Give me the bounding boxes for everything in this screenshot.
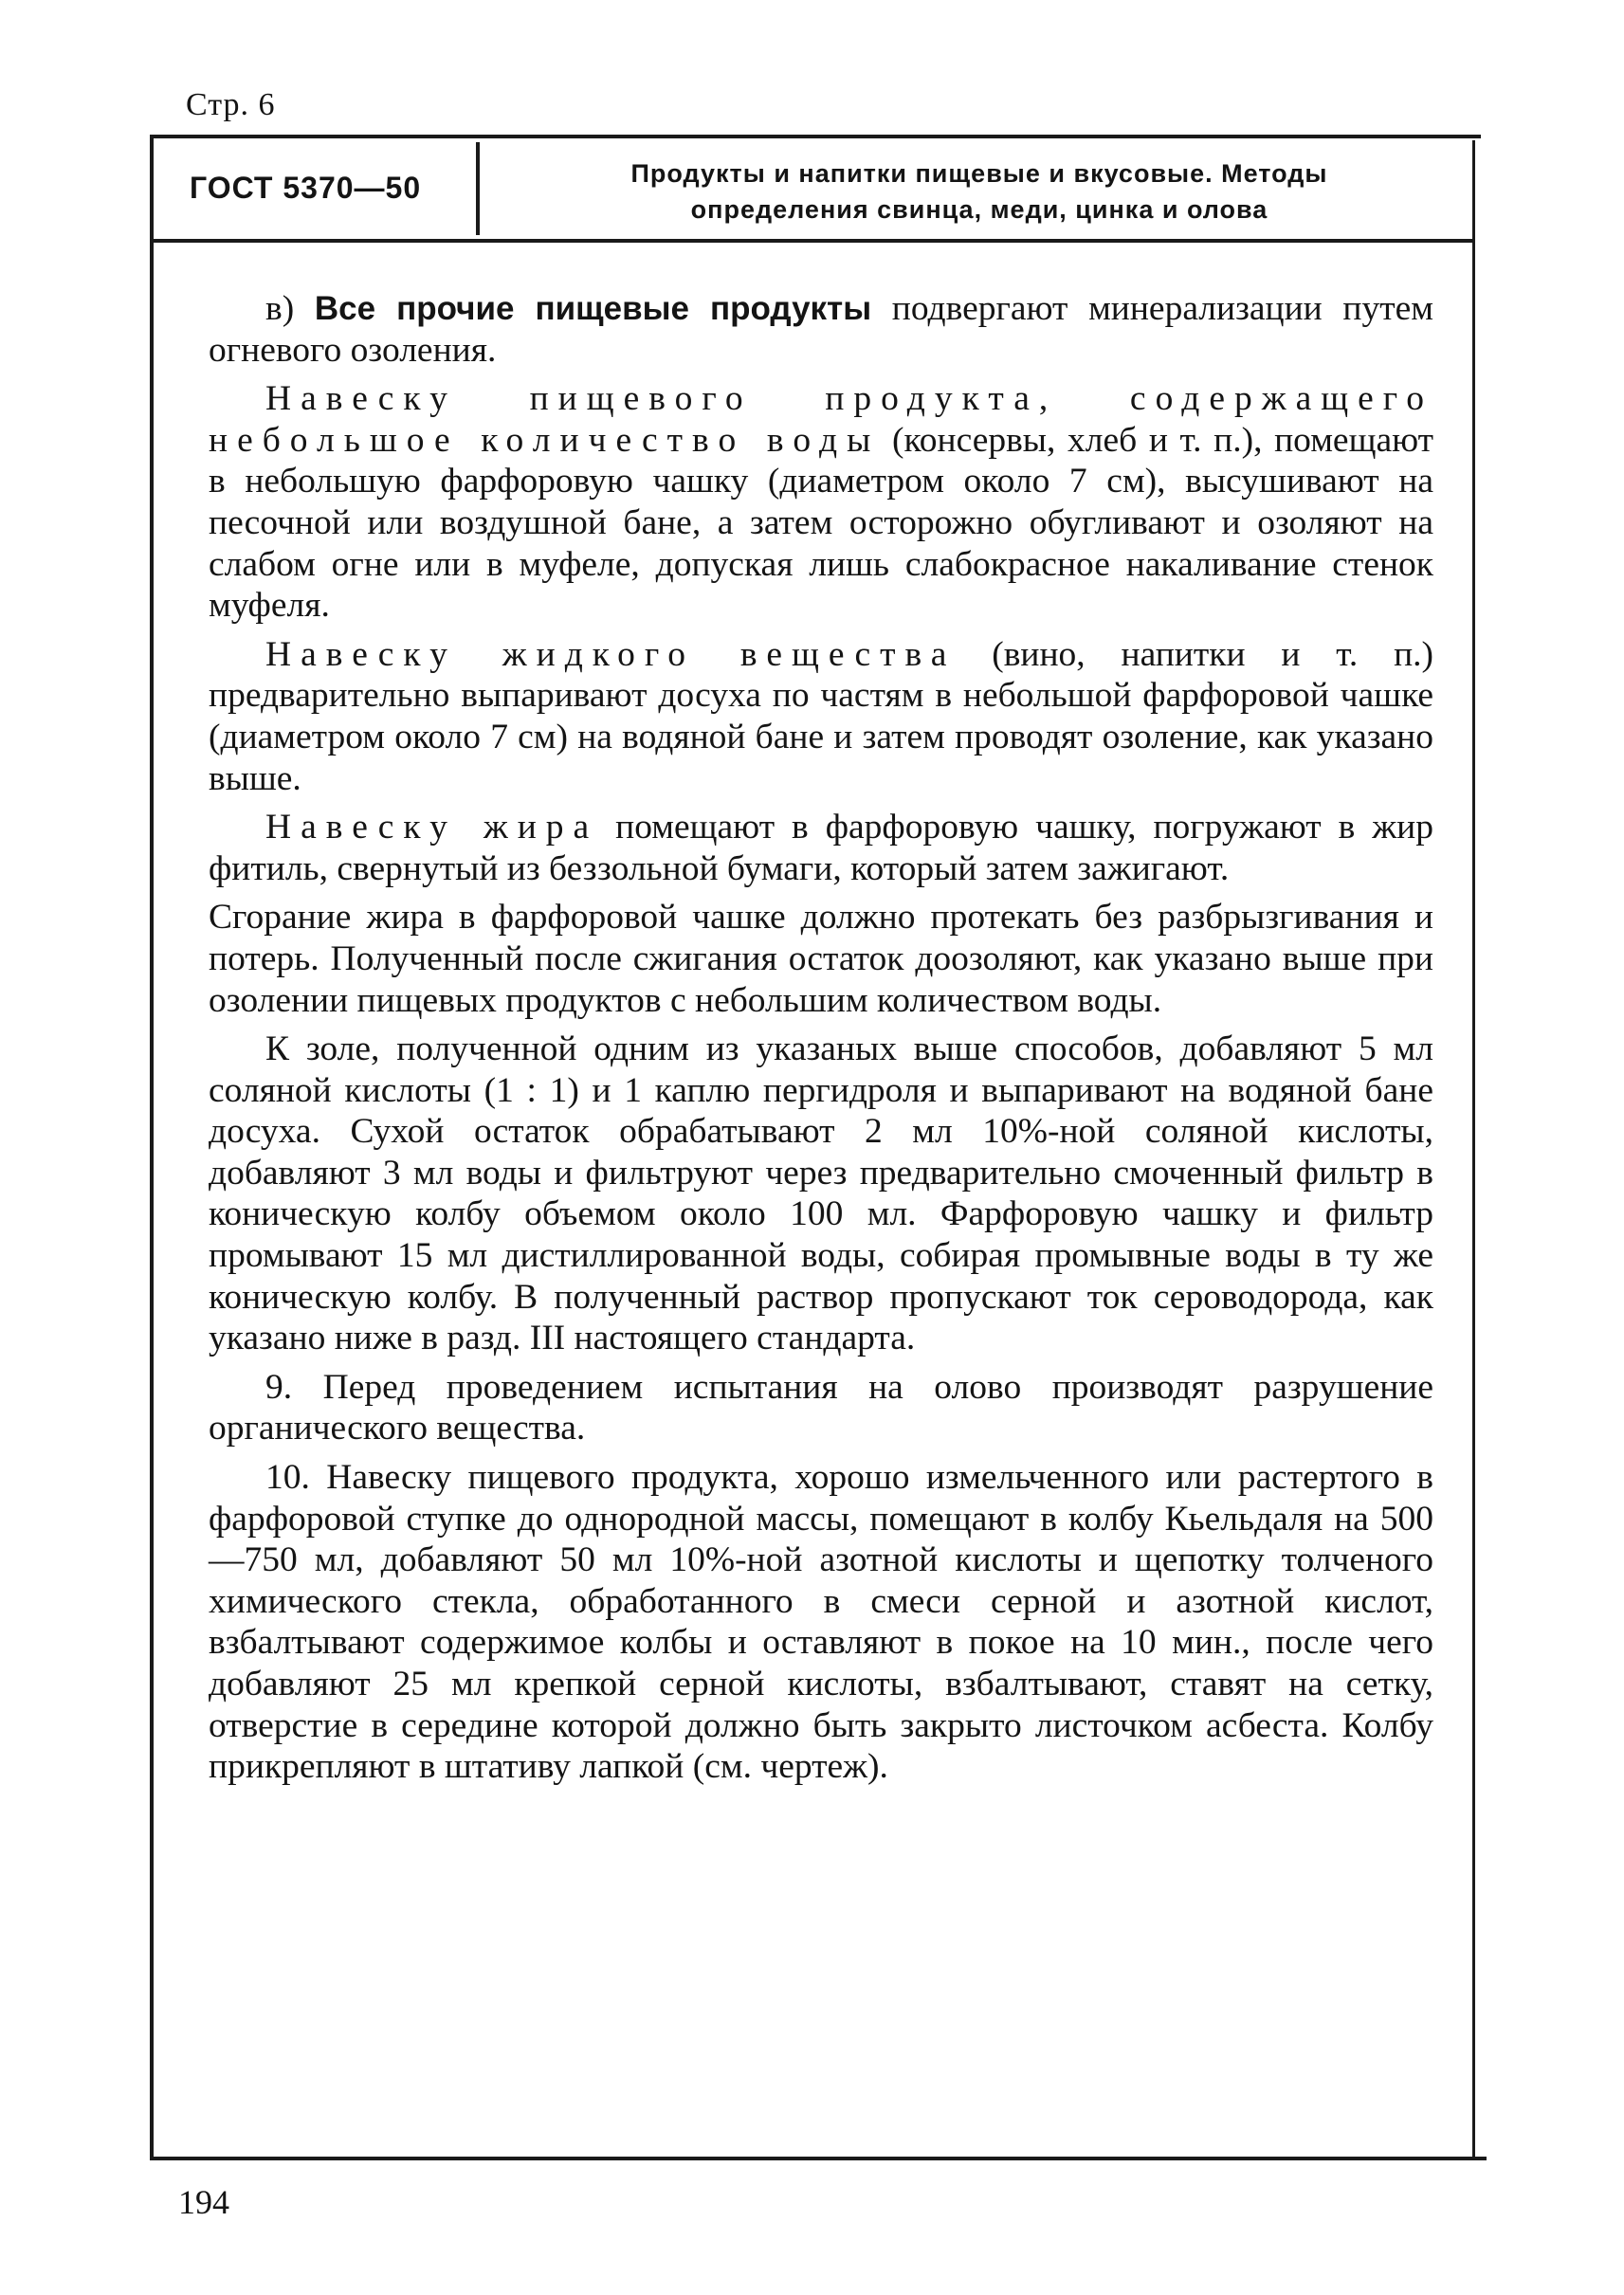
paragraph-3-spaced: Навеску жидкого вещества bbox=[265, 634, 957, 674]
document-frame bbox=[150, 135, 1475, 2160]
standard-title-line2: определения свинца, меди, цинка и олова bbox=[690, 195, 1268, 224]
page-label: Стр. 6 bbox=[186, 87, 276, 122]
paragraph-4-text: помещают в фарфоровую чашку, погружают в жир фитиль, свернутый из беззольной бумаги, который затем зажигают. bbox=[209, 808, 1434, 888]
paragraph-7: 9. Перед проведением испытания на олово производят разрушение органического вещества. bbox=[209, 1367, 1433, 1448]
standard-title-line1: Продукты и напитки пищевые и вкусовые. Методы bbox=[630, 159, 1328, 188]
document-body bbox=[209, 288, 1433, 1795]
paragraph-2 bbox=[209, 378, 1433, 627]
header-vertical-separator bbox=[476, 142, 480, 235]
paragraph-3-text: (вино, напитки и т. п.) предварительно выпаривают досуха по частям в небольшой фарфоровой чашке (диаметром около 7 см) на водяной бане и затем проводят озоление, как указано выше. bbox=[209, 634, 1433, 798]
gost-code: ГОСТ 5370—50 bbox=[190, 171, 422, 205]
paragraph-4 bbox=[209, 807, 1433, 889]
frame-left-rule bbox=[150, 135, 154, 2160]
frame-bottom-rule bbox=[150, 2157, 1487, 2160]
paragraph-2-text: (консервы, хлеб и т. п.), помещают в небольшую фарфоровую чашку (диаметром около 7 см), высушивают на песочной или воздушной бане, а затем осторожно обугливают и озоляют на слабом огне или в муфеле, допуская лишь слабокрасное накаливание стенок муфеля. bbox=[209, 420, 1434, 626]
paragraph-1-text: подвергают минерализации путем огневого озоления. bbox=[209, 289, 1433, 370]
paragraph-6: К золе, полученной одним из указаных выше способов, добавляют 5 мл соляной кислоты (1 : 1) и 1 каплю пергидроля и выпаривают на водяной бане досуха. Сухой остаток обрабатывают 2 мл 10%-ной соляной кислоты, добавляют 3 мл воды и фильтруют через предварительно смоченный фильтр в коническую колбу объемом около 100 мл. Фарфоровую чашку и фильтр промывают 15 мл дистиллированной воды, собирая промывные воды в ту же коническую колбу. В полученный раствор пропускают ток сероводорода, как указано ниже в разд. III настоящего стандарта. bbox=[209, 1029, 1433, 1358]
paragraph-4-spaced: Навеску жира bbox=[265, 808, 599, 847]
header-separator bbox=[150, 239, 1475, 243]
paragraph-3 bbox=[209, 634, 1433, 799]
frame-top-rule bbox=[150, 135, 1481, 138]
paragraph-1-prefix: в) bbox=[265, 289, 295, 328]
paragraph-8: 10. Навеску пищевого продукта, хорошо измельченного или растертого в фарфоровой ступке до однородной массы, помещают в колбу Кьельдаля на 500—750 мл, добавляют 50 мл 10%-ной азотной кислоты и щепотку толченого химического стекла, обработанного в смеси серной и азотной кислот, взбалтывают содержимое колбы и оставляют в покое на 10 мин., после чего добавляют 25 мл крепкой серной кислоты, взбалтывают, ставят на сетку, отверстие в середине которой должно быть закрыто листочком асбеста. Колбу прикрепляют в штативу лапкой (см. чертеж). bbox=[209, 1458, 1433, 1787]
paragraph-2-spaced: Навеску пищевого продукта, содержащего небольшое количество воды bbox=[209, 379, 1433, 460]
standard-title bbox=[501, 155, 1458, 228]
paragraph-1-bold: Все прочие пищевые продукты bbox=[314, 290, 872, 327]
paragraph-1 bbox=[209, 288, 1433, 371]
page-number: 194 bbox=[178, 2183, 229, 2221]
frame-right-rule bbox=[1472, 140, 1475, 2160]
paragraph-5: Сгорание жира в фарфоровой чашке должно протекать без разбрызгивания и потерь. Полученный после сжигания остаток доозоляют, как указано выше при озолении пищевых продуктов с небольшим количеством воды. bbox=[209, 898, 1433, 1020]
